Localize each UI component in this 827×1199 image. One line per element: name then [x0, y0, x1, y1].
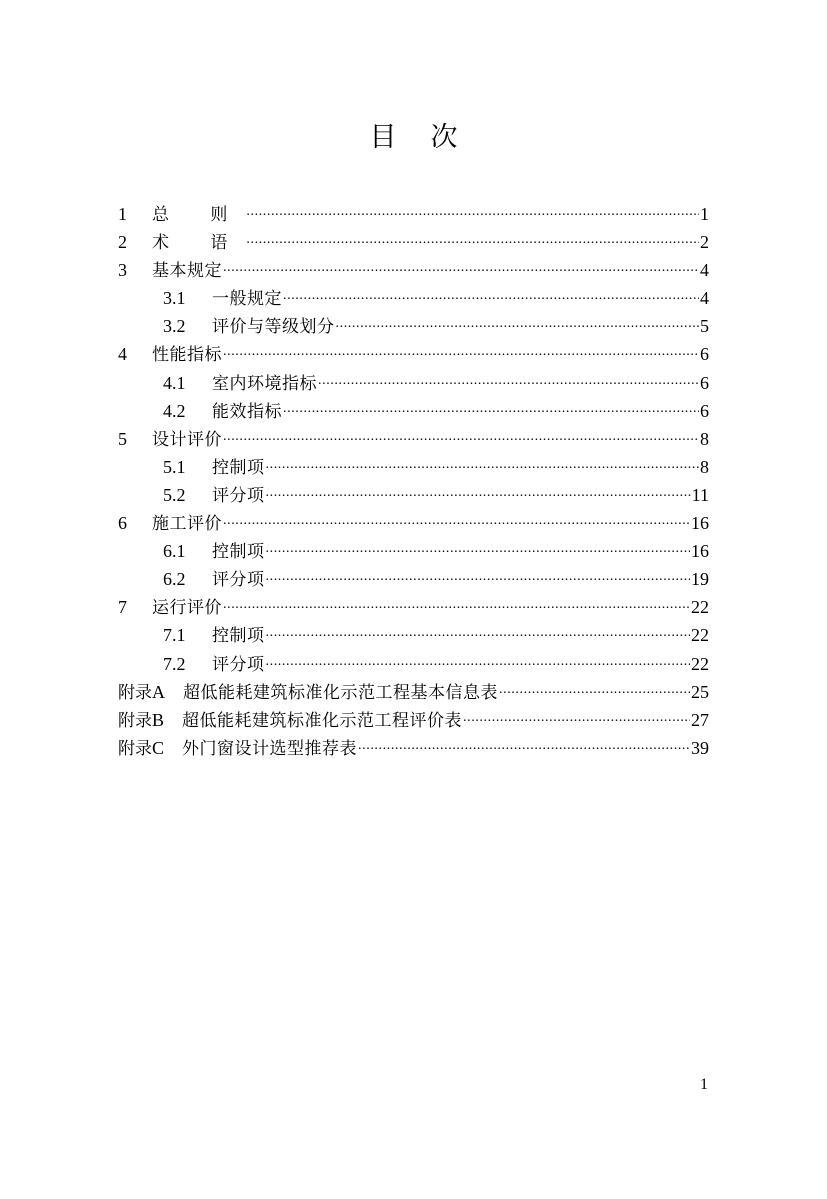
- toc-entry-page: 5: [700, 316, 709, 337]
- toc-entry-number: 3.1: [163, 288, 186, 309]
- toc-entry-5-1[interactable]: [118, 453, 709, 481]
- page-title: [0, 118, 827, 158]
- toc-entry-4-1[interactable]: [118, 369, 709, 397]
- toc-entry-label: 能效指标: [212, 401, 282, 422]
- toc-entry-page: 27: [691, 709, 709, 730]
- toc-entry-5[interactable]: [118, 425, 709, 453]
- toc-entry-number: 2: [118, 232, 127, 253]
- toc-entry-number: [118, 734, 164, 763]
- toc-entry-number: 1: [118, 204, 127, 224]
- toc-entry-page: 16: [691, 513, 709, 534]
- toc-entry-page: 4: [700, 288, 709, 309]
- toc-entry-page: 22: [691, 625, 709, 646]
- toc-entry-2[interactable]: [118, 228, 709, 256]
- page-title-part-1: 目: [369, 122, 397, 153]
- appendix-prefix: 附录: [118, 682, 152, 703]
- toc-entry-number: 5: [118, 428, 127, 449]
- toc-entry-number: 7: [118, 597, 127, 618]
- toc-entry-appendix-c[interactable]: [118, 734, 709, 762]
- toc-entry-label: 总 则: [152, 205, 246, 225]
- toc-entry-3-1[interactable]: [118, 284, 709, 312]
- toc-dot-leader: [223, 425, 699, 445]
- toc-entry-page: 8: [700, 428, 709, 449]
- toc-entry-label: 室内环境指标: [212, 373, 317, 394]
- toc-entry-number: 6.2: [163, 569, 186, 590]
- toc-entry-6-1[interactable]: [118, 537, 709, 565]
- toc-entry-number: 6: [118, 513, 127, 534]
- toc-entry-number: 6.1: [163, 541, 186, 562]
- toc-entry-label: 外门窗设计选型推荐表: [182, 738, 358, 759]
- toc-entry-label: 评分项: [212, 654, 265, 675]
- toc-entry-label: 设计评价: [152, 429, 222, 450]
- toc-dot-leader: [499, 678, 690, 698]
- toc-entry-page: 4: [700, 260, 709, 281]
- toc-entry-page: 6: [700, 372, 709, 393]
- toc-entry-number: 7.1: [163, 625, 186, 646]
- toc-entry-6[interactable]: [118, 509, 709, 537]
- toc-dot-leader: [223, 593, 690, 613]
- appendix-letter: B: [152, 709, 165, 730]
- toc-entry-page: 22: [691, 597, 709, 618]
- toc-entry-label: 性能指标: [152, 345, 222, 366]
- toc-entry-number: 3.2: [163, 316, 186, 337]
- toc-dot-leader: [223, 340, 699, 360]
- toc-entry-label: 一般规定: [212, 289, 282, 310]
- toc-entry-1[interactable]: [118, 200, 709, 228]
- toc-entry-appendix-b[interactable]: [118, 706, 709, 734]
- table-of-contents: [118, 200, 709, 762]
- appendix-prefix: 附录: [118, 710, 152, 731]
- toc-dot-leader: [336, 312, 700, 332]
- toc-entry-label: 控制项: [212, 626, 265, 647]
- toc-entry-number: 5.2: [163, 484, 186, 505]
- toc-entry-page: 22: [691, 653, 709, 674]
- toc-entry-label: 基本规定: [152, 261, 222, 282]
- toc-entry-label: 运行评价: [152, 598, 222, 619]
- toc-entry-7[interactable]: [118, 593, 709, 621]
- toc-entry-label: 施工评价: [152, 514, 222, 535]
- toc-entry-page: 16: [691, 541, 709, 562]
- toc-dot-leader: [246, 200, 699, 220]
- appendix-letter: A: [152, 681, 165, 702]
- toc-entry-label: 超低能耗建筑标准化示范工程评价表: [182, 710, 463, 731]
- toc-entry-page: 19: [691, 569, 709, 590]
- toc-entry-appendix-a[interactable]: [118, 678, 709, 706]
- toc-entry-label: 评分项: [212, 570, 265, 591]
- toc-entry-page: 11: [691, 484, 709, 505]
- toc-dot-leader: [283, 397, 699, 417]
- toc-dot-leader: [283, 284, 699, 304]
- toc-dot-leader: [223, 256, 699, 276]
- toc-entry-page: 1: [700, 204, 709, 224]
- toc-entry-label: 评分项: [212, 485, 265, 506]
- appendix-letter: C: [152, 737, 165, 758]
- toc-entry-4-2[interactable]: [118, 397, 709, 425]
- toc-entry-page: 39: [691, 737, 709, 758]
- toc-entry-number: 3: [118, 260, 127, 281]
- toc-entry-page: 6: [700, 400, 709, 421]
- toc-entry-label: 控制项: [212, 542, 265, 563]
- toc-entry-label: 控制项: [212, 457, 265, 478]
- toc-dot-leader: [266, 650, 691, 670]
- toc-dot-leader: [246, 228, 699, 248]
- toc-entry-7-2[interactable]: [118, 650, 709, 678]
- toc-entry-7-1[interactable]: [118, 621, 709, 649]
- toc-entry-3-2[interactable]: [118, 312, 709, 340]
- toc-dot-leader: [266, 453, 700, 473]
- toc-entry-page: 25: [691, 681, 709, 702]
- toc-entry-page: 6: [700, 344, 709, 365]
- toc-entry-number: 4.2: [163, 400, 186, 421]
- toc-entry-number: [118, 678, 165, 707]
- toc-dot-leader: [266, 537, 691, 557]
- toc-entry-page: 2: [700, 232, 709, 253]
- toc-dot-leader: [463, 706, 690, 726]
- toc-entry-number: [118, 706, 164, 735]
- toc-dot-leader: [266, 621, 691, 641]
- toc-entry-6-2[interactable]: [118, 565, 709, 593]
- toc-entry-label: 评价与等级划分: [212, 317, 335, 338]
- toc-entry-page: 8: [700, 456, 709, 477]
- toc-entry-number: 4.1: [163, 372, 186, 393]
- toc-dot-leader: [318, 369, 699, 389]
- toc-dot-leader: [266, 481, 691, 501]
- appendix-prefix: 附录: [118, 738, 152, 759]
- toc-dot-leader: [223, 509, 690, 529]
- toc-dot-leader: [266, 565, 691, 585]
- toc-entry-number: 5.1: [163, 456, 186, 477]
- toc-entry-5-2[interactable]: [118, 481, 709, 509]
- toc-entry-label: 术 语: [152, 233, 246, 254]
- toc-dot-leader: [358, 734, 690, 754]
- toc-entry-number: 4: [118, 344, 127, 365]
- toc-entry-4[interactable]: [118, 340, 709, 368]
- toc-entry-3[interactable]: [118, 256, 709, 284]
- toc-entry-label: 超低能耗建筑标准化示范工程基本信息表: [183, 682, 498, 703]
- page-title-part-2: 次: [430, 122, 458, 153]
- toc-entry-number: 7.2: [163, 653, 186, 674]
- footer-page-number: 1: [700, 1076, 708, 1093]
